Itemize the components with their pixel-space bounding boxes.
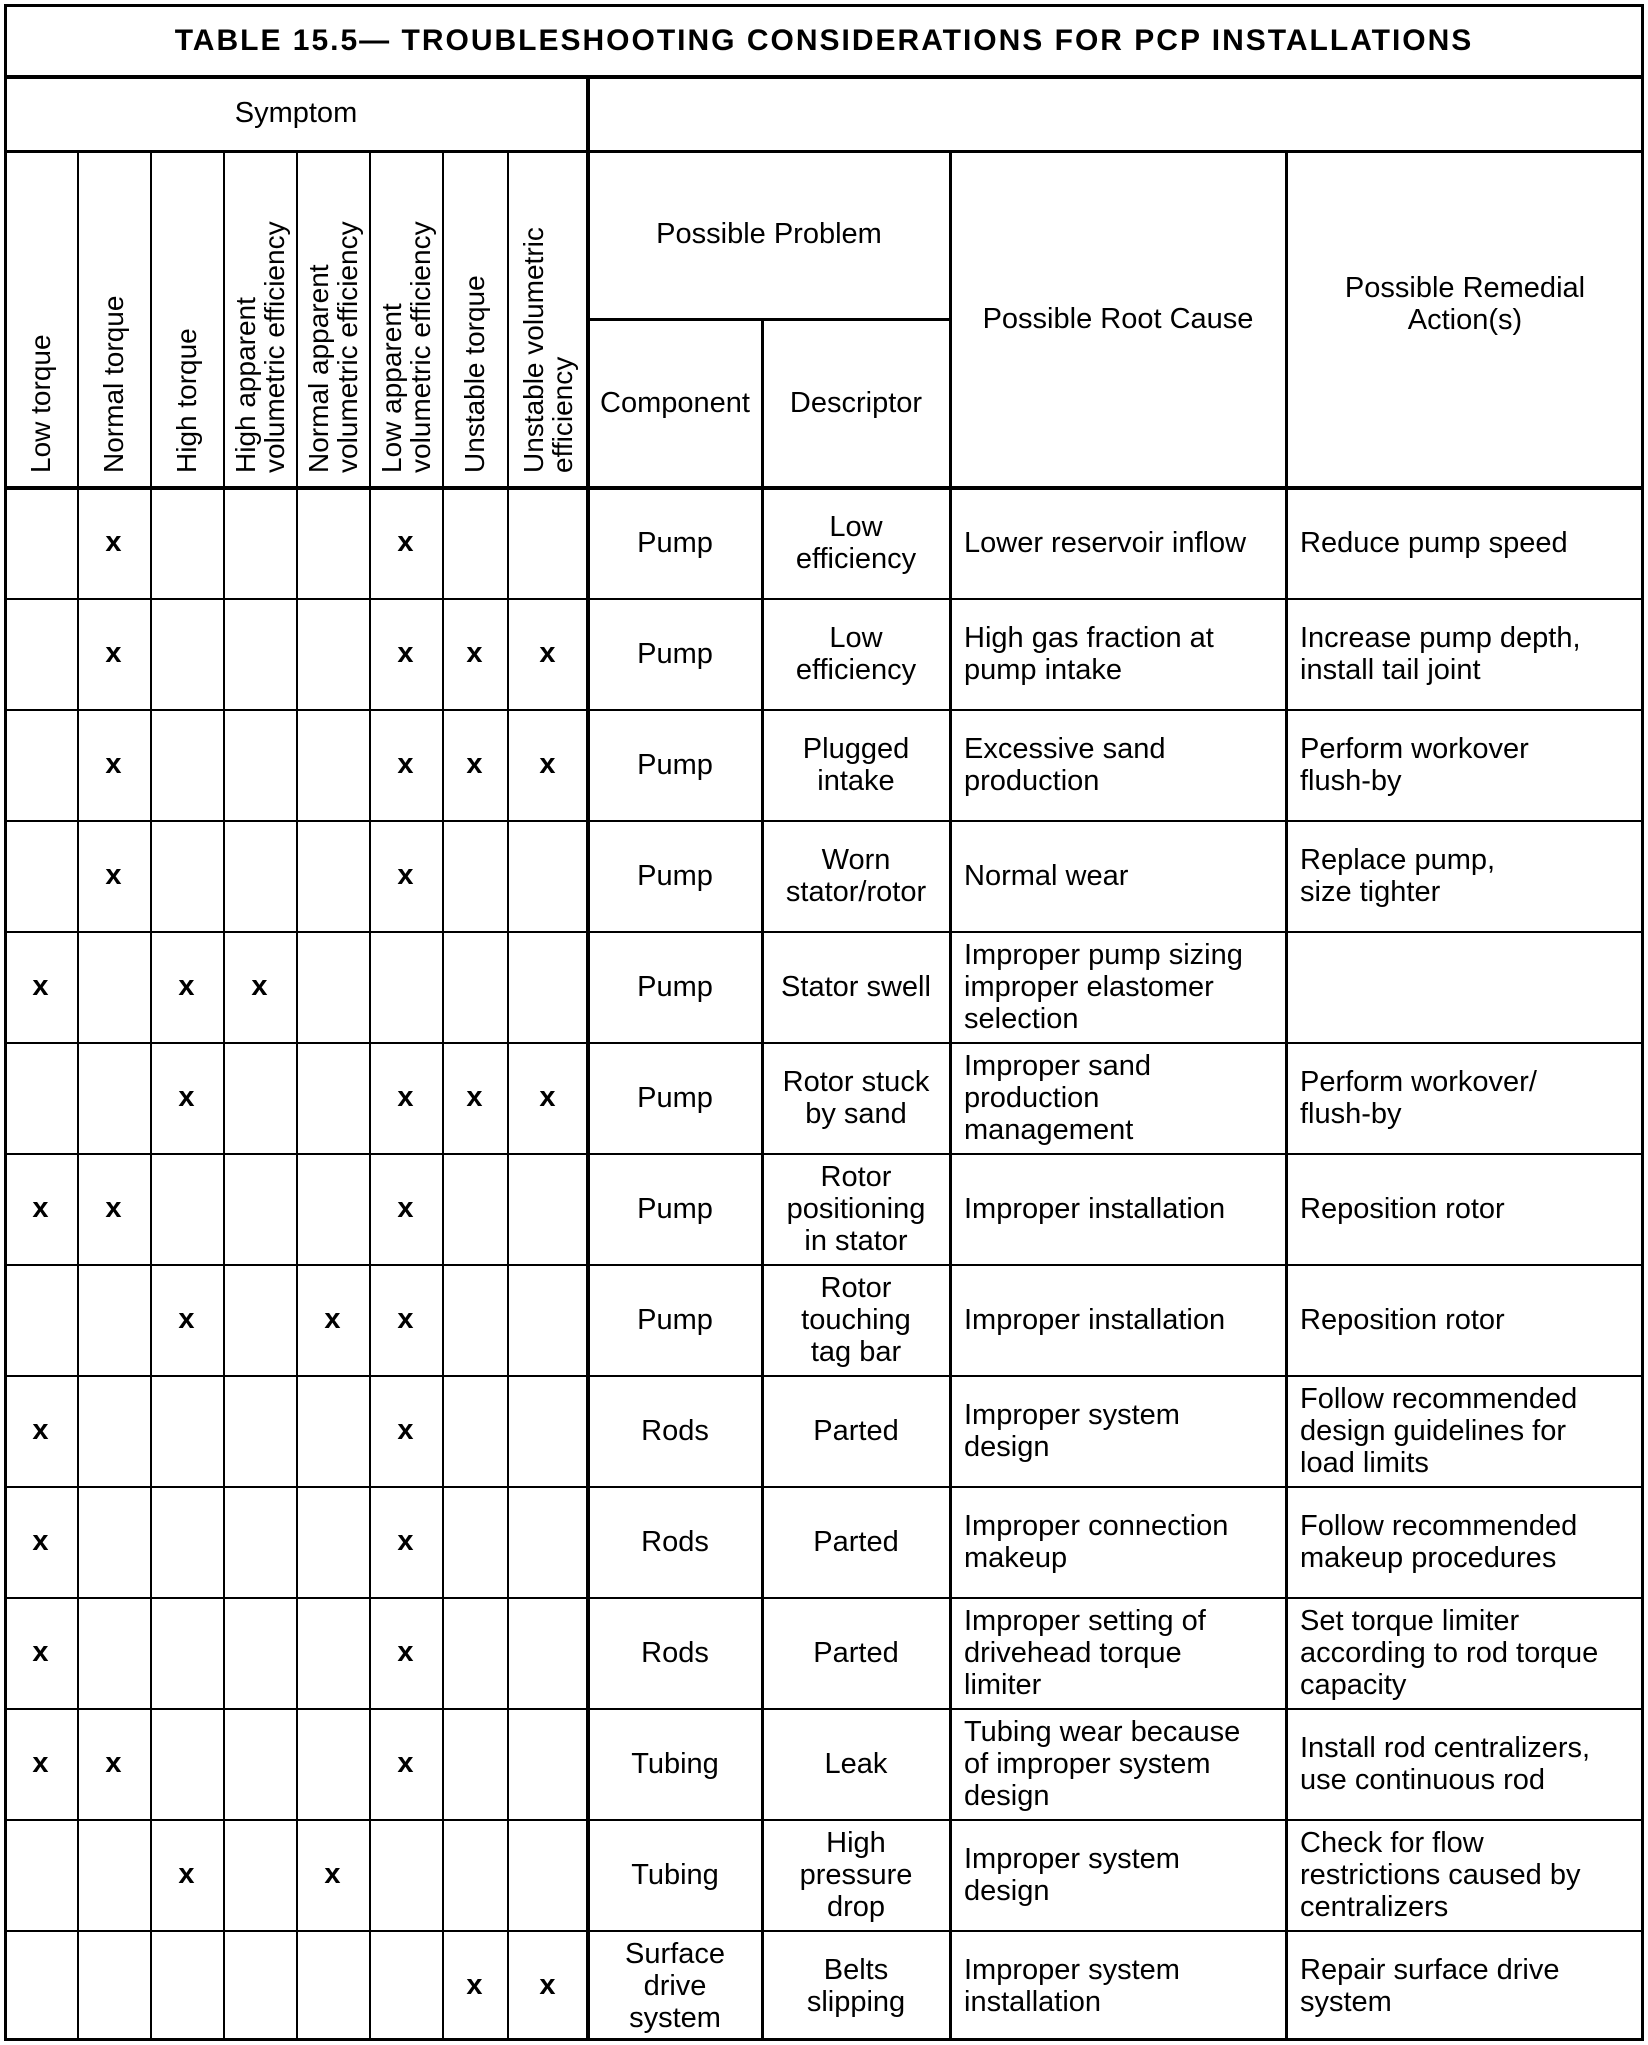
descriptor-cell xyxy=(762,1819,950,1930)
descriptor-cell-line: by sand xyxy=(805,1097,907,1130)
symptom-mark: x xyxy=(397,526,414,558)
remedy-cell-line: Perform workover/ xyxy=(1300,1065,1537,1098)
symptom-mark: x xyxy=(178,1858,195,1890)
symptom-mark: x xyxy=(539,748,556,780)
root-cause-cell-line: Improper sand xyxy=(964,1049,1151,1082)
descriptor-cell xyxy=(762,820,950,931)
root-cause-cell-line: management xyxy=(964,1113,1134,1146)
descriptor-cell-line: Rotor xyxy=(820,1271,892,1304)
descriptor-cell xyxy=(762,931,950,1042)
root-cause-cell-line: Improper connection xyxy=(964,1509,1229,1542)
remedy-cell-line: size tighter xyxy=(1300,875,1441,908)
root-cause-cell xyxy=(950,1708,1286,1819)
symptom-label-line: High apparent xyxy=(229,297,261,473)
symptom-mark: x xyxy=(105,748,122,780)
symptom-mark: x xyxy=(105,1192,122,1224)
remedy-cell-line: makeup procedures xyxy=(1300,1541,1557,1574)
remedy-cell-line: use continuous rod xyxy=(1300,1763,1546,1796)
remedy-cell-line: install tail joint xyxy=(1300,653,1481,686)
component-cell-line: Rods xyxy=(641,1414,709,1447)
root-cause-cell xyxy=(950,1264,1286,1375)
remedy-cell-line: design guidelines for xyxy=(1300,1414,1567,1447)
symptom-column-header xyxy=(507,150,588,487)
descriptor-cell-line: Low xyxy=(829,510,883,543)
root-cause-cell-line: Lower reservoir inflow xyxy=(964,526,1247,559)
component-cell xyxy=(588,931,762,1042)
component-cell xyxy=(588,1930,762,2041)
descriptor-cell-line: pressure xyxy=(799,1858,913,1891)
remedy-cell-line: Reduce pump speed xyxy=(1300,526,1568,559)
descriptor-cell-line: Rotor xyxy=(820,1160,892,1193)
descriptor-header xyxy=(762,318,950,487)
root-cause-cell xyxy=(950,709,1286,820)
component-cell-line: Pump xyxy=(637,637,713,670)
symptom-mark: x xyxy=(178,970,195,1002)
root-cause-cell xyxy=(950,1819,1286,1930)
symptom-mark: x xyxy=(178,1303,195,1335)
descriptor-cell-line: stator/rotor xyxy=(785,875,927,908)
descriptor-cell xyxy=(762,1708,950,1819)
symptom-column-header xyxy=(296,150,369,487)
remedy-cell-line: Set torque limiter xyxy=(1300,1604,1520,1637)
remedy-cell-line: flush-by xyxy=(1300,1097,1402,1130)
component-cell-line: Pump xyxy=(637,1081,713,1114)
descriptor-cell xyxy=(762,598,950,709)
remedy-cell xyxy=(1286,931,1644,1042)
descriptor-cell xyxy=(762,1153,950,1264)
root-cause-cell-line: Improper installation xyxy=(964,1303,1226,1336)
descriptor-cell-line: Parted xyxy=(813,1414,899,1447)
symptom-mark: x xyxy=(397,1414,414,1446)
root-cause-cell xyxy=(950,931,1286,1042)
component-cell xyxy=(588,487,762,598)
remedy-cell-line: Check for flow xyxy=(1300,1826,1484,1859)
remedy-cell xyxy=(1286,1486,1644,1597)
component-cell-line: Pump xyxy=(637,1192,713,1225)
root-cause-cell xyxy=(950,1153,1286,1264)
descriptor-cell-line: Belts xyxy=(823,1953,889,1986)
component-cell xyxy=(588,1486,762,1597)
root-cause-cell-line: of improper system xyxy=(964,1747,1211,1780)
root-cause-header xyxy=(950,150,1286,487)
root-cause-cell xyxy=(950,487,1286,598)
symptom-mark: x xyxy=(32,1747,49,1779)
component-cell xyxy=(588,820,762,931)
symptom-mark: x xyxy=(32,970,49,1002)
descriptor-cell-line: drop xyxy=(826,1890,886,1923)
descriptor-cell-line: Plugged xyxy=(802,732,910,765)
component-cell xyxy=(588,598,762,709)
symptom-mark: x xyxy=(466,1081,483,1113)
remedy-cell xyxy=(1286,1264,1644,1375)
symptom-column-header xyxy=(150,150,223,487)
descriptor-cell-line: in stator xyxy=(804,1224,908,1257)
descriptor-cell-line: Low xyxy=(829,621,883,654)
component-cell-line: Pump xyxy=(637,1303,713,1336)
symptom-mark: x xyxy=(32,1636,49,1668)
symptom-mark: x xyxy=(32,1414,49,1446)
descriptor-header-line: Descriptor xyxy=(789,386,923,419)
root-cause-cell-line: selection xyxy=(964,1002,1079,1035)
component-cell xyxy=(588,1597,762,1708)
symptom-label-line: Low apparent xyxy=(375,303,407,473)
root-cause-cell-line: drivehead torque xyxy=(964,1636,1182,1669)
descriptor-cell xyxy=(762,1264,950,1375)
component-cell xyxy=(588,1708,762,1819)
symptom-mark: x xyxy=(539,637,556,669)
symptom-label-line: Low torque xyxy=(25,334,56,473)
symptom-mark: x xyxy=(105,637,122,669)
symptom-label-line: volumetric efficiency xyxy=(404,221,436,473)
remedy-cell-line: Reposition rotor xyxy=(1300,1303,1505,1336)
descriptor-cell xyxy=(762,487,950,598)
descriptor-cell-line: touching xyxy=(801,1303,911,1336)
remedy-cell-line: flush-by xyxy=(1300,764,1402,797)
symptom-label-line: efficiency xyxy=(546,356,578,473)
symptom-mark: x xyxy=(539,1081,556,1113)
descriptor-cell xyxy=(762,1375,950,1486)
symptom-mark: x xyxy=(32,1525,49,1557)
component-cell xyxy=(588,709,762,820)
symptom-mark: x xyxy=(105,526,122,558)
component-cell-line: Pump xyxy=(637,526,713,559)
remedy-cell-line: Follow recommended xyxy=(1300,1382,1578,1415)
symptom-column-header xyxy=(4,150,77,487)
remedial-action-header-line: Action(s) xyxy=(1407,303,1523,336)
root-cause-cell xyxy=(950,1042,1286,1153)
symptom-mark: x xyxy=(397,1303,414,1335)
remedy-cell-line: Repair surface drive xyxy=(1300,1953,1560,1986)
descriptor-cell-line: Parted xyxy=(813,1525,899,1558)
symptom-label-line: Normal apparent xyxy=(302,264,334,473)
remedy-cell xyxy=(1286,709,1644,820)
root-cause-cell-line: Improper setting of xyxy=(964,1604,1206,1637)
symptom-mark: x xyxy=(32,1192,49,1224)
component-cell-line: Pump xyxy=(637,859,713,892)
symptom-column-header xyxy=(369,150,442,487)
component-header-line: Component xyxy=(600,386,750,419)
component-cell xyxy=(588,1264,762,1375)
descriptor-cell-line: efficiency xyxy=(795,542,917,575)
root-cause-cell-line: Improper system xyxy=(964,1398,1180,1431)
remedial-action-header-line: Possible Remedial xyxy=(1344,271,1586,304)
symptom-mark: x xyxy=(324,1858,341,1890)
component-cell-line: Surface xyxy=(625,1937,725,1970)
descriptor-cell-line: slipping xyxy=(806,1985,906,2018)
remedy-cell-line: Perform workover xyxy=(1300,732,1529,765)
possible-problem-header xyxy=(588,150,950,318)
symptom-mark: x xyxy=(397,859,414,891)
symptom-mark: x xyxy=(466,1969,483,2001)
component-cell-line: Rods xyxy=(641,1525,709,1558)
descriptor-cell-line: tag bar xyxy=(810,1335,902,1368)
remedy-cell-line: Install rod centralizers, xyxy=(1300,1731,1591,1764)
component-cell-line: Pump xyxy=(637,970,713,1003)
table-title: TABLE 15.5— TROUBLESHOOTING CONSIDERATIONS FOR PCP INSTALLATIONS xyxy=(4,4,1644,78)
component-cell xyxy=(588,1375,762,1486)
remedy-cell xyxy=(1286,487,1644,598)
symptom-group-header xyxy=(4,76,588,150)
remedy-cell-line: Increase pump depth, xyxy=(1300,621,1581,654)
symptom-mark: x xyxy=(397,1081,414,1113)
remedy-cell xyxy=(1286,598,1644,709)
symptom-mark: x xyxy=(324,1303,341,1335)
root-cause-cell-line: production xyxy=(964,764,1100,797)
descriptor-cell-line: Rotor stuck xyxy=(782,1065,930,1098)
remedy-cell xyxy=(1286,1819,1644,1930)
remedy-cell-line: load limits xyxy=(1300,1446,1429,1479)
remedy-cell xyxy=(1286,1708,1644,1819)
remedy-cell xyxy=(1286,1153,1644,1264)
symptom-mark: x xyxy=(539,1969,556,2001)
component-cell xyxy=(588,1153,762,1264)
root-cause-cell-line: Improper pump sizing xyxy=(964,938,1243,971)
root-cause-cell-line: limiter xyxy=(964,1668,1042,1701)
root-cause-cell-line: production xyxy=(964,1081,1100,1114)
root-cause-cell-line: Normal wear xyxy=(964,859,1129,892)
remedy-cell-line: capacity xyxy=(1300,1668,1407,1701)
remedy-cell-line: Replace pump, xyxy=(1300,843,1496,876)
root-cause-cell xyxy=(950,1930,1286,2041)
descriptor-cell-line: Parted xyxy=(813,1636,899,1669)
symptom-column-header xyxy=(77,150,150,487)
root-cause-cell-line: improper elastomer xyxy=(964,970,1214,1003)
component-cell-line: Pump xyxy=(637,748,713,781)
root-cause-cell-line: pump intake xyxy=(964,653,1122,686)
root-cause-cell-line: design xyxy=(964,1874,1050,1907)
root-cause-cell-line: makeup xyxy=(964,1541,1068,1574)
root-cause-cell xyxy=(950,1486,1286,1597)
descriptor-cell-line: Stator swell xyxy=(781,970,931,1003)
descriptor-cell-line: intake xyxy=(817,764,895,797)
remedy-cell xyxy=(1286,1930,1644,2041)
root-cause-cell-line: installation xyxy=(964,1985,1102,2018)
remedy-cell xyxy=(1286,1597,1644,1708)
root-cause-cell-line: design xyxy=(964,1779,1050,1812)
remedy-cell-line: according to rod torque xyxy=(1300,1636,1599,1669)
descriptor-cell xyxy=(762,1930,950,2041)
symptom-mark: x xyxy=(105,1747,122,1779)
root-cause-cell xyxy=(950,598,1286,709)
remedy-cell xyxy=(1286,1375,1644,1486)
symptom-mark: x xyxy=(397,637,414,669)
remedy-cell xyxy=(1286,820,1644,931)
descriptor-cell xyxy=(762,1486,950,1597)
symptom-mark: x xyxy=(466,748,483,780)
component-cell-line: system xyxy=(629,2001,721,2034)
symptom-mark: x xyxy=(397,748,414,780)
symptom-mark: x xyxy=(397,1192,414,1224)
root-cause-cell-line: Improper system xyxy=(964,1842,1180,1875)
symptom-mark: x xyxy=(105,859,122,891)
symptom-label-line: Unstable torque xyxy=(459,275,490,473)
descriptor-cell-line: efficiency xyxy=(795,653,917,686)
component-cell-line: Tubing xyxy=(631,1858,719,1891)
symptom-label-line: volumetric efficiency xyxy=(258,221,290,473)
symptom-label-line: Normal torque xyxy=(98,295,129,473)
remedy-cell-line: restrictions caused by xyxy=(1300,1858,1581,1891)
possible-problem-header-line: Possible Problem xyxy=(656,218,882,250)
symptom-column-header xyxy=(442,150,507,487)
symptom-mark: x xyxy=(251,970,268,1002)
symptom-label-line: volumetric efficiency xyxy=(331,221,363,473)
root-cause-cell-line: Excessive sand xyxy=(964,732,1166,765)
root-cause-cell xyxy=(950,1375,1286,1486)
component-cell xyxy=(588,1819,762,1930)
root-cause-cell-line: High gas fraction at xyxy=(964,621,1214,654)
root-cause-cell-line: design xyxy=(964,1430,1050,1463)
descriptor-cell-line: High xyxy=(826,1826,886,1859)
descriptor-cell xyxy=(762,1042,950,1153)
remedy-cell xyxy=(1286,1042,1644,1153)
descriptor-cell xyxy=(762,709,950,820)
descriptor-cell-line: Worn xyxy=(821,843,891,876)
component-header xyxy=(588,318,762,487)
root-cause-header-line: Possible Root Cause xyxy=(982,302,1254,335)
remedy-cell-line: Reposition rotor xyxy=(1300,1192,1505,1225)
descriptor-cell-line: positioning xyxy=(786,1192,926,1225)
symptom-column-header xyxy=(223,150,296,487)
component-cell-line: drive xyxy=(643,1969,707,2002)
remedial-action-header xyxy=(1286,150,1644,457)
component-cell xyxy=(588,1042,762,1153)
symptom-label-line: High torque xyxy=(171,328,202,473)
root-cause-cell xyxy=(950,820,1286,931)
symptom-mark: x xyxy=(397,1636,414,1668)
symptom-label-line: Unstable volumetric xyxy=(517,227,549,473)
symptom-mark: x xyxy=(466,637,483,669)
remedy-cell-line: centralizers xyxy=(1300,1890,1449,1923)
component-cell-line: Rods xyxy=(641,1636,709,1669)
symptom-mark: x xyxy=(397,1525,414,1557)
component-cell-line: Tubing xyxy=(631,1747,719,1780)
remedy-cell-line: Follow recommended xyxy=(1300,1509,1578,1542)
remedy-cell-line: system xyxy=(1300,1985,1392,2018)
symptom-group-header-line: Symptom xyxy=(234,97,358,129)
root-cause-cell-line: Tubing wear because xyxy=(964,1715,1241,1748)
descriptor-cell xyxy=(762,1597,950,1708)
descriptor-cell-line: Leak xyxy=(824,1747,888,1780)
root-cause-cell-line: Improper system xyxy=(964,1953,1180,1986)
root-cause-cell-line: Improper installation xyxy=(964,1192,1226,1225)
root-cause-cell xyxy=(950,1597,1286,1708)
symptom-mark: x xyxy=(397,1747,414,1779)
symptom-mark: x xyxy=(178,1081,195,1113)
